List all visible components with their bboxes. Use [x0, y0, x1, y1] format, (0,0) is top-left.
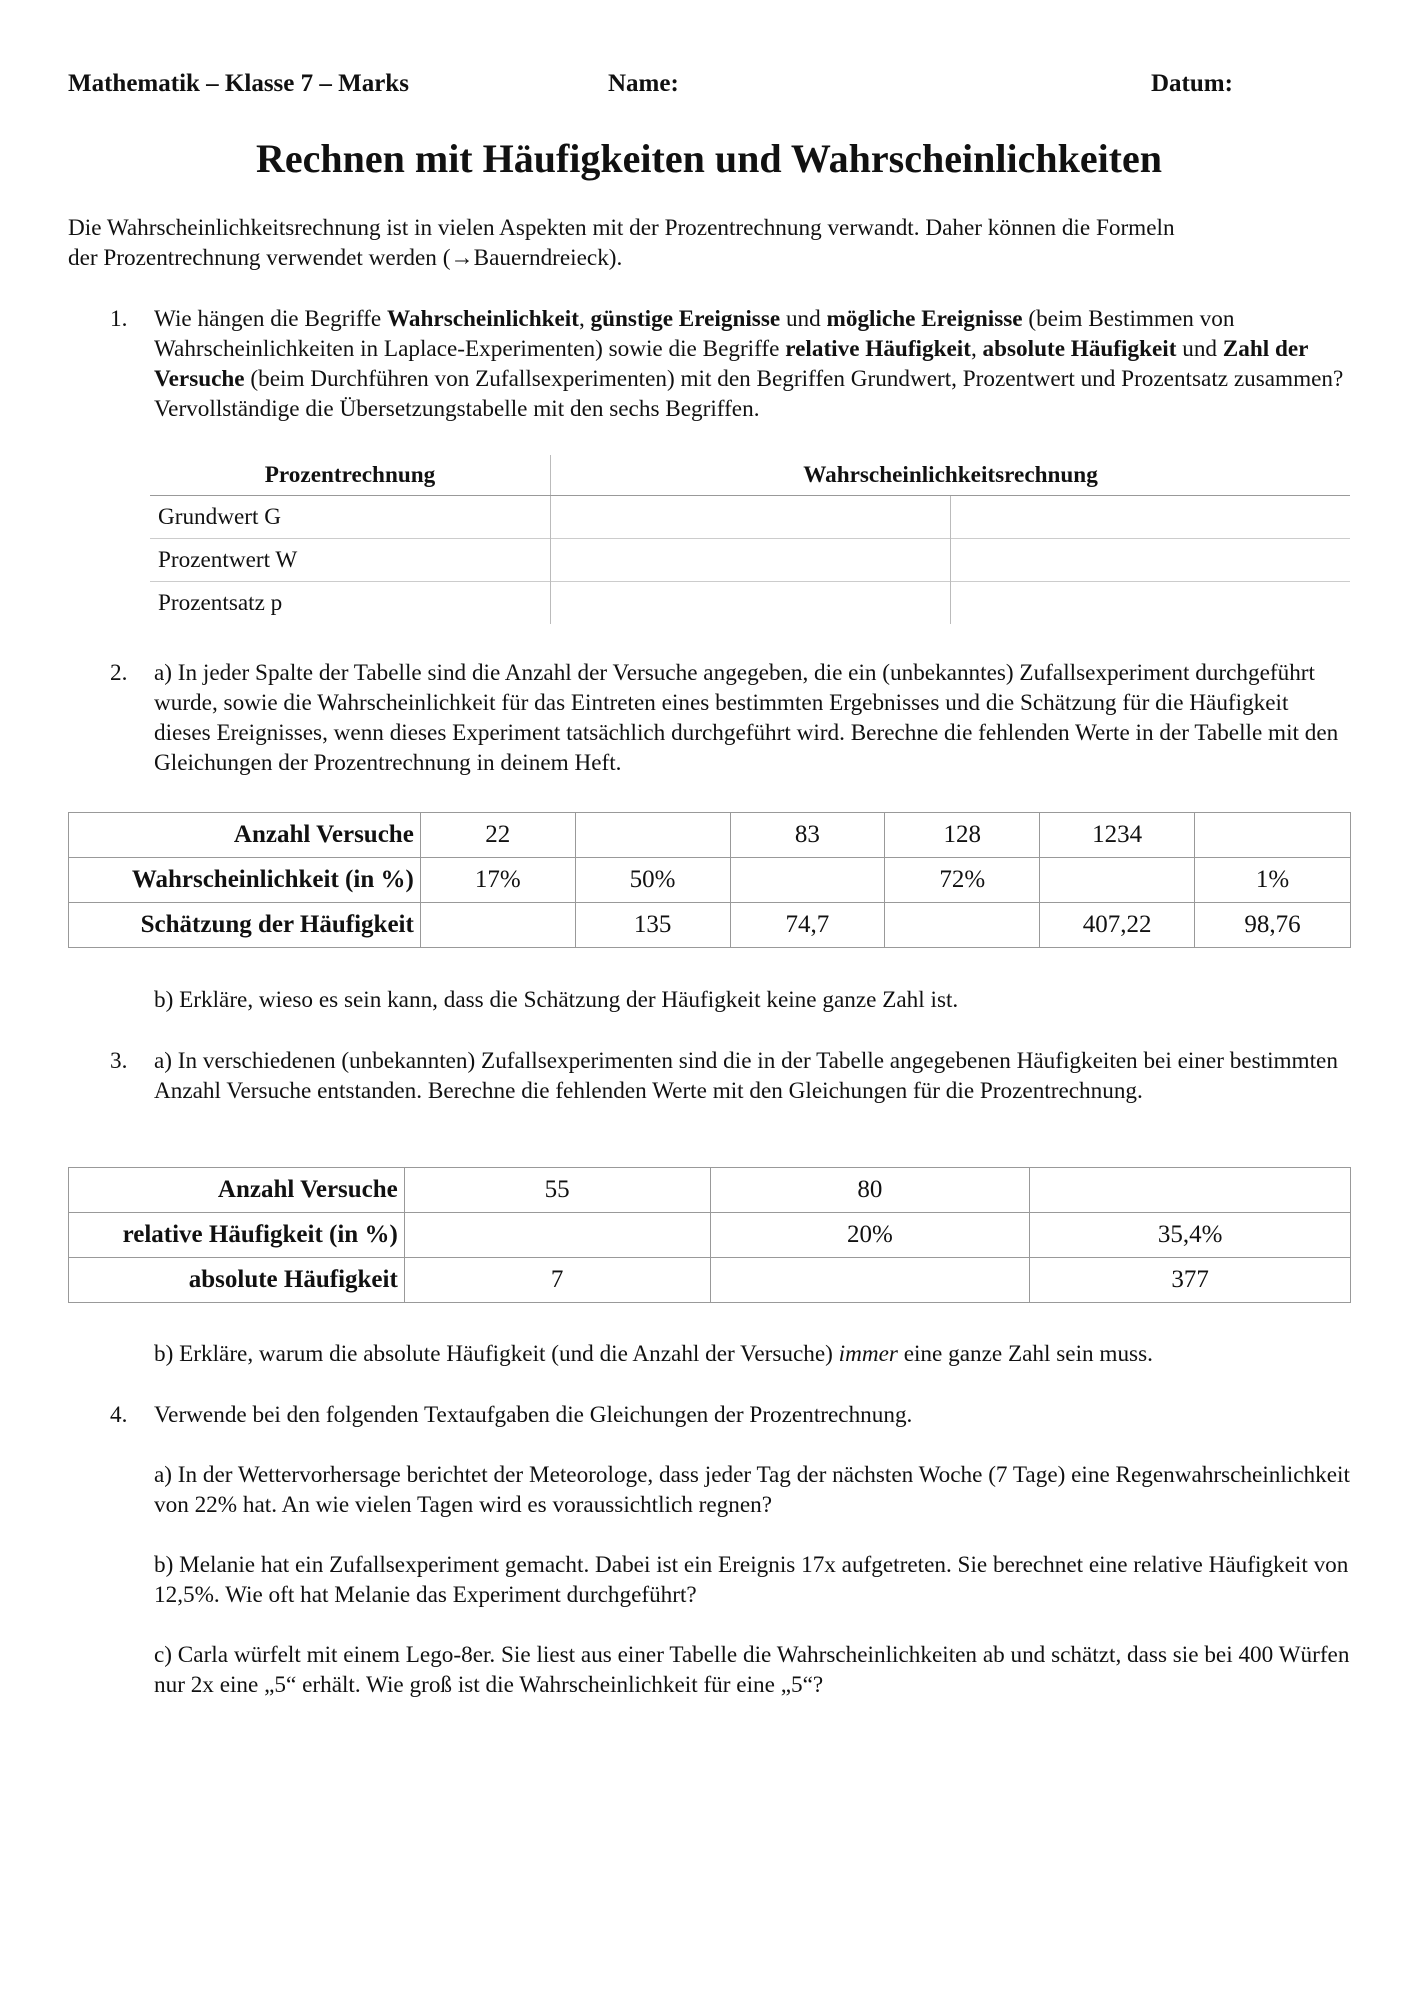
table-cell: 407,22: [1040, 903, 1195, 948]
table-cell: 1234: [1040, 813, 1195, 858]
translation-table: [150, 455, 1350, 624]
table-cell: 377: [1030, 1258, 1351, 1303]
page-title: Rechnen mit Häufigkeiten und Wahrscheinlichkeiten: [255, 136, 1162, 181]
table-cell: 7: [404, 1258, 710, 1303]
table-cell[interactable]: [710, 1258, 1030, 1303]
task-1-text-part: (beim Durchführen von Zufallsexperimenten) mit den Begriffen Grundwert, Prozentwert und Prozentsatz zusammen? Vervollständige die Übersetzungstabelle mit den sechs Begriffen.: [154, 366, 1344, 422]
table-header-wahrscheinlichkeitsrechnung: Wahrscheinlichkeitsrechnung: [551, 455, 1351, 496]
answer-cell[interactable]: [951, 582, 1351, 625]
term-guenstige-ereignisse: günstige Ereignisse: [590, 306, 781, 332]
worksheet-header: [68, 70, 1350, 100]
table-cell: 22: [420, 813, 575, 858]
task-3b-text: [154, 1339, 1350, 1369]
table-cell: 20%: [710, 1213, 1030, 1258]
table-row: [69, 903, 1351, 948]
table-cell: 35,4%: [1030, 1213, 1351, 1258]
task-3b-emphasis: immer: [838, 1341, 898, 1367]
task-1-text: [154, 304, 1350, 424]
table-cell: 74,7: [730, 903, 885, 948]
table-cell: 98,76: [1195, 903, 1351, 948]
table-cell[interactable]: [885, 903, 1040, 948]
answer-cell[interactable]: [951, 496, 1351, 539]
table-row: [150, 496, 1350, 539]
task-3b-text-part: b) Erkläre, warum die absolute Häufigkeit (und die Anzahl der Versuche): [154, 1341, 839, 1367]
intro-line-1: Die Wahrscheinlichkeitsrechnung ist in vielen Aspekten mit der Prozentrechnung verwandt. Daher können die Formeln: [68, 215, 1175, 241]
row-label-relative-haeufigkeit: relative Häufigkeit (in %): [69, 1213, 405, 1258]
table-row: [150, 539, 1350, 582]
row-label-prozentsatz: Prozentsatz p: [150, 582, 551, 625]
row-label-anzahl-versuche: Anzahl Versuche: [69, 1168, 405, 1213]
intro-line-2: der Prozentrechnung verwendet werden (→Bauerndreieck).: [68, 245, 623, 271]
task-3-number: 3.: [110, 1048, 128, 1074]
table-cell: 50%: [575, 858, 730, 903]
table-cell[interactable]: [730, 858, 885, 903]
date-label: Datum:: [1151, 70, 1233, 97]
table-cell[interactable]: [575, 813, 730, 858]
row-label-grundwert: Grundwert G: [150, 496, 551, 539]
frequency-table: [68, 1167, 1351, 1303]
term-absolute-haeufigkeit: absolute Häufigkeit: [982, 336, 1177, 362]
table-header-prozentrechnung: Prozentrechnung: [150, 455, 551, 496]
table-cell[interactable]: [420, 903, 575, 948]
answer-cell[interactable]: [551, 496, 951, 539]
table-cell: 128: [885, 813, 1040, 858]
table-cell[interactable]: [404, 1213, 710, 1258]
answer-cell[interactable]: [951, 539, 1351, 582]
table-cell: 1%: [1195, 858, 1351, 903]
table-row: [69, 1168, 1351, 1213]
task-4-number: 4.: [110, 1402, 128, 1428]
answer-cell[interactable]: [551, 582, 951, 625]
task-1-text-part: (beim Bestimmen von Wahrscheinlichkeiten in Laplace-Experimenten) sowie die Begriffe: [154, 306, 1235, 362]
term-moegliche-ereignisse: mögliche Ereignisse: [826, 306, 1023, 332]
row-label-schaetzung: Schätzung der Häufigkeit: [69, 903, 421, 948]
task-1-number: 1.: [110, 306, 128, 332]
task-4a-text: a) In der Wettervorhersage berichtet der Meteorologe, dass jeder Tag der nächsten Woche (7 Tage) eine Regenwahrscheinlichkeit von 22% hat. An wie vielen Tagen wird es voraussichtlich regnen?: [154, 1462, 1350, 1518]
task-2b-text: b) Erkläre, wieso es sein kann, dass die Schätzung der Häufigkeit keine ganze Zahl ist.: [154, 987, 959, 1013]
answer-cell[interactable]: [551, 539, 951, 582]
task-4-intro: Verwende bei den folgenden Textaufgaben die Gleichungen der Prozentrechnung.: [154, 1402, 913, 1428]
table-cell[interactable]: [1195, 813, 1351, 858]
table-row: [69, 1213, 1351, 1258]
term-zahl-der-versuche: Zahl der Versuche: [154, 336, 1309, 392]
table-cell: 17%: [420, 858, 575, 903]
task-1-text-part: Wie hängen die Begriffe: [154, 306, 387, 332]
subject-label: Mathematik – Klasse 7 – Marks: [68, 70, 409, 97]
row-label-prozentwert: Prozentwert W: [150, 539, 551, 582]
intro-paragraph: [68, 213, 1350, 273]
name-label: Name:: [608, 70, 679, 97]
table-row: [69, 813, 1351, 858]
task-4b-text: b) Melanie hat ein Zufallsexperiment gemacht. Dabei ist ein Ereignis 17x aufgetreten. Sie berechnet eine relative Häufigkeit von 12,5%. Wie oft hat Melanie das Experiment durchgeführt?: [154, 1552, 1349, 1608]
task-2a-text: a) In jeder Spalte der Tabelle sind die Anzahl der Versuche angegeben, die ein (unbekanntes) Zufallsexperiment durchgeführt wurde, sowie die Wahrscheinlichkeit für das Eintreten eines bestimmten Ergebnisses und die Schätzung für die Häufigkeit dieses Ereignisses, wenn dieses Experiment tatsächlich durchgeführt wird. Berechne die fehlenden Werte in der Tabelle mit den Gleichungen der Prozentrechnung in deinem Heft.: [154, 660, 1339, 776]
table-cell: 80: [710, 1168, 1030, 1213]
row-label-absolute-haeufigkeit: absolute Häufigkeit: [69, 1258, 405, 1303]
task-1-text-part: und: [1176, 336, 1223, 362]
table-cell[interactable]: [1030, 1168, 1351, 1213]
task-4c-text: c) Carla würfelt mit einem Lego-8er. Sie liest aus einer Tabelle die Wahrscheinlichkeiten ab und schätzt, dass sie bei 400 Würfen nur 2x eine „5“ erhält. Wie groß ist die Wahrscheinlichkeit für eine „5“?: [154, 1642, 1350, 1698]
row-label-anzahl-versuche: Anzahl Versuche: [69, 813, 421, 858]
table-row: [69, 858, 1351, 903]
table-row: [69, 1258, 1351, 1303]
task-3b-text-part: eine ganze Zahl sein muss.: [897, 1341, 1153, 1367]
row-label-wahrscheinlichkeit: Wahrscheinlichkeit (in %): [69, 858, 421, 903]
probability-table: [68, 812, 1351, 948]
table-cell[interactable]: [1040, 858, 1195, 903]
task-2-number: 2.: [110, 660, 128, 686]
table-row: [150, 582, 1350, 625]
task-1-text-part: ,: [970, 336, 983, 362]
table-cell: 55: [404, 1168, 710, 1213]
term-wahrscheinlichkeit: Wahrscheinlichkeit: [387, 306, 579, 332]
term-relative-haeufigkeit: relative Häufigkeit: [785, 336, 971, 362]
table-cell: 135: [575, 903, 730, 948]
table-cell: 83: [730, 813, 885, 858]
task-1-text-part: und: [780, 306, 827, 332]
task-3a-text: a) In verschiedenen (unbekannten) Zufallsexperimenten sind die in der Tabelle angegebenen Häufigkeiten bei einer bestimmten Anzahl Versuche entstanden. Berechne die fehlenden Werte mit den Gleichungen für die Prozentrechnung.: [154, 1048, 1338, 1104]
task-1-text-part: ,: [578, 306, 591, 332]
table-cell: 72%: [885, 858, 1040, 903]
